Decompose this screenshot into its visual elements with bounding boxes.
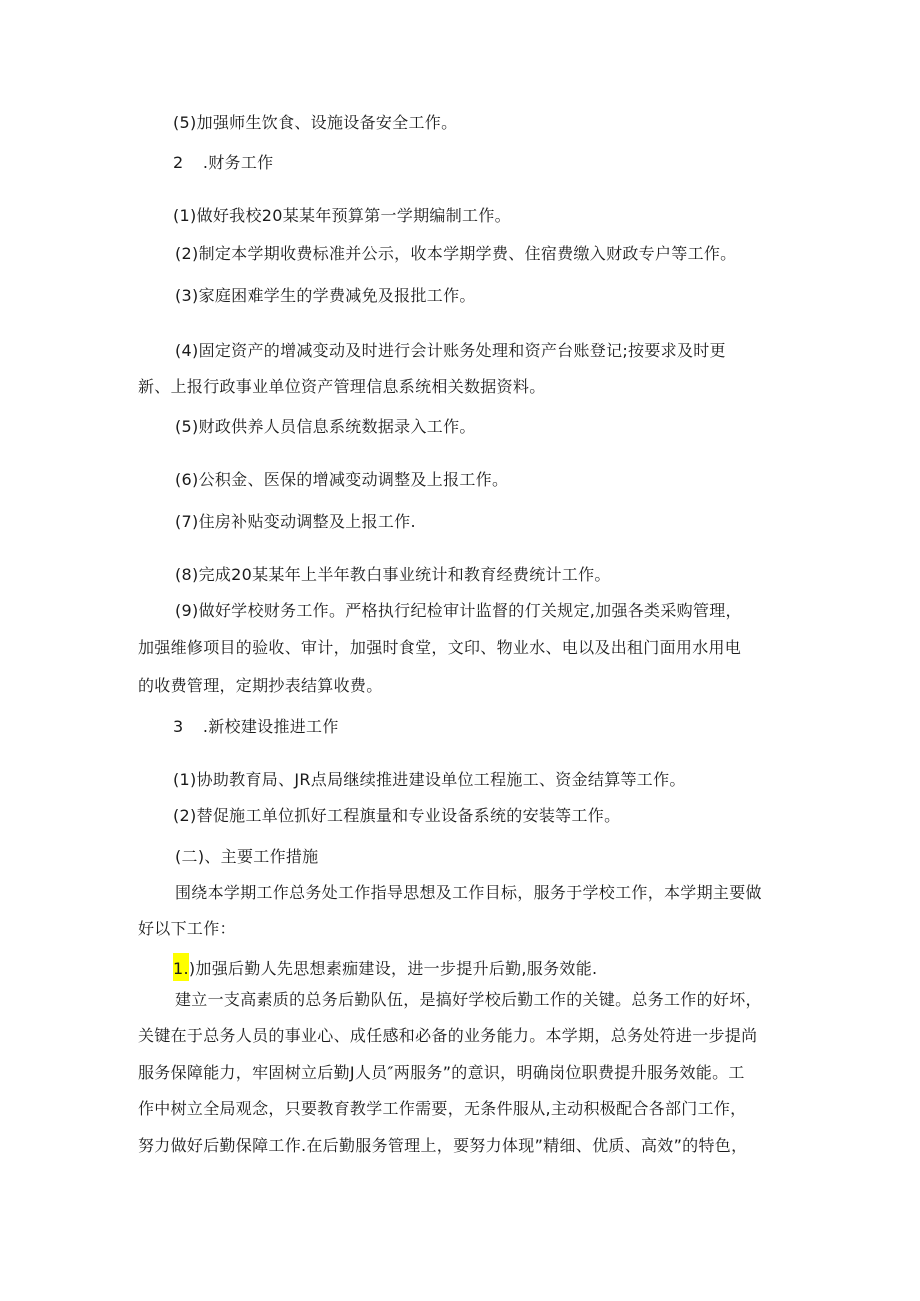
paragraph-line-1: 建立一支高素质的总务后勤队伍，是搞好学校后勤工作的关键。总务工作的好坏， <box>175 990 762 1009</box>
finance-item-2: (2)制定本学期收费标准并公示，收本学期学费、住宿费缴入财政专户等工作。 <box>175 244 737 263</box>
section-title: .财务工作 <box>202 153 274 172</box>
construction-item-2: (2)替促施工单位抓好工程旗量和专业设备系统的安装等工作。 <box>173 806 621 825</box>
paragraph-line-5: 努力做好后勤保障工作.在后勤服务管理上，要努力体现”精细、优质、高效”的特色， <box>138 1136 748 1155</box>
finance-item-6: (6)公积金、医保的增减变动调整及上报工作。 <box>175 470 509 489</box>
finance-item-9-cont-1: 加强维修项目的验收、审计，加强时食堂，文印、物业水、电以及出租门面用水用电 <box>138 638 742 657</box>
paragraph-line-2: 关键在于总务人员的事业心、成任感和必备的业务能力。本学期，总务处符进一步提尚 <box>138 1026 758 1045</box>
section-title: .新校建设推进工作 <box>202 717 339 736</box>
highlighted-number: 1. <box>173 953 189 981</box>
measures-heading: (二)、主要工作措施 <box>175 847 319 866</box>
measures-intro: 围绕本学期工作总务处工作指导思想及工作目标，服务于学校工作，本学期主要做 <box>175 883 762 902</box>
finance-item-9: (9)做好学校财务工作。严格执行纪检审计监督的仃关规定,加强各类采购管理， <box>175 601 742 620</box>
section-3-heading <box>173 717 339 737</box>
measure-1-heading <box>173 953 597 981</box>
measure-1-title: )加强后勤人先思想素痂建设，进一步提升后勤,服务效能. <box>188 959 598 978</box>
finance-item-9-cont-2: 的收费管理，定期抄表结算收费。 <box>138 676 383 695</box>
section-2-heading <box>173 153 273 173</box>
finance-item-4-cont: 新、上报行政事业单位资产管理信息系统相关数据资料。 <box>138 377 546 396</box>
finance-item-8: (8)完成20某某年上半年教白事业统计和教育经费统计工作。 <box>175 565 611 584</box>
paragraph-line-3: 服务保障能力，牢固树立后勤J人员″两服务”的意识，明确岗位职费提升服务效能。工 <box>138 1063 745 1082</box>
finance-item-3: (3)家庭困难学生的学费减免及报批工作。 <box>175 286 476 305</box>
paragraph-line-4: 作中树立全局观念，只要教育教学工作需要，无条件服从,主动积极配合各部门工作， <box>138 1099 747 1118</box>
section-number: 3 <box>173 717 184 736</box>
finance-item-7: (7)住房补贴变动调整及上报工作. <box>175 512 416 531</box>
construction-item-1: (1)协助教育局、JR点局继续推进建设单位工程施工、资金结算等工作。 <box>173 770 686 789</box>
measures-intro-cont: 好以下工作： <box>138 919 236 938</box>
item-5-safety: (5)加强师生饮食、设施设备安全工作。 <box>173 113 458 132</box>
finance-item-5: (5)财政供养人员信息系统数据录入工作。 <box>175 417 476 436</box>
section-number: 2 <box>173 153 184 172</box>
finance-item-4: (4)固定资产的增减变动及时进行会计账务处理和资产台账登记;按要求及时更 <box>175 341 726 360</box>
finance-item-1: (1)做好我校20某某年预算第一学期编制工作。 <box>173 206 511 225</box>
